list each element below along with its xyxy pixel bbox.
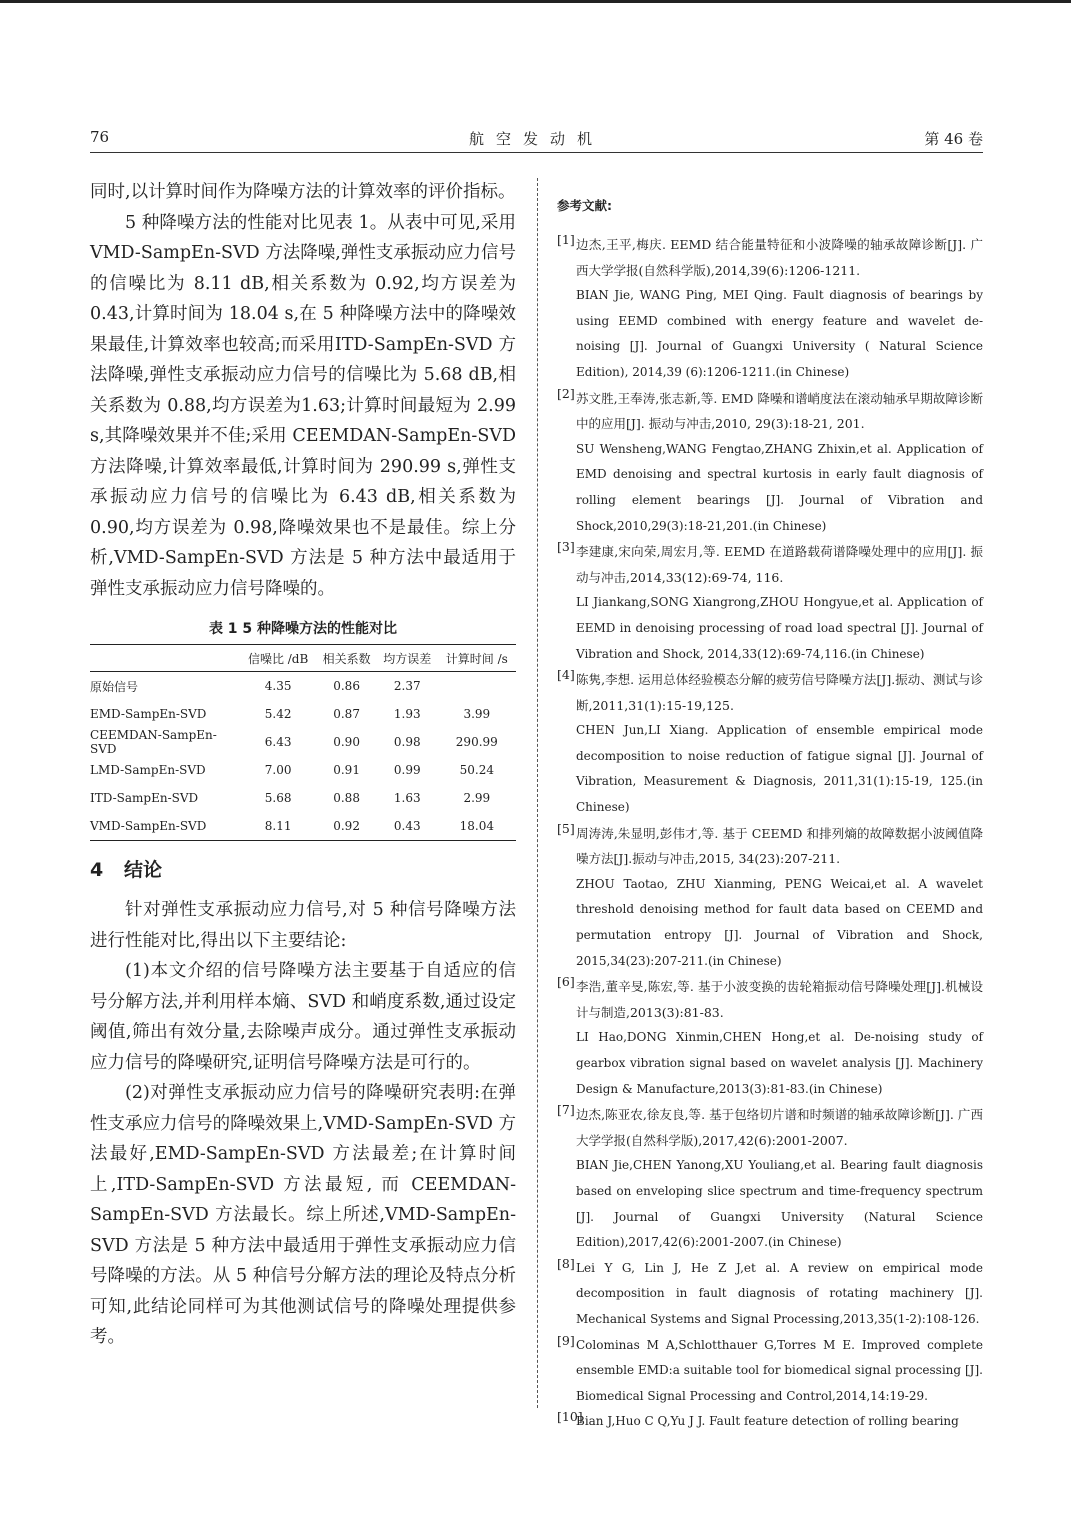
top-border [0,0,1071,3]
reference-number: [10] [557,1409,583,1425]
section-number: 4 [90,859,104,881]
table-header-cell: 均方误差 [377,645,438,672]
reference-number: [4] [557,667,575,683]
reference-chinese: 陈隽,李想. 运用总体经验模态分解的疲劳信号降噪方法[J].振动、测试与诊断,2011,31(1):15-19,125. [576,672,983,713]
left-column [90,177,516,1353]
reference-number: [1] [557,232,575,247]
reference-item [557,1409,983,1435]
reference-item [557,1102,983,1256]
body-paragraph: 5 种降噪方法的性能对比见表 1。从表中可见,采用VMD-SampEn-SVD 方法降噪,弹性支承振动应力信号的信噪比为 8.11 dB,相关系数为 0.92,均方误差为 0.43,计算时间为 18.04 s,在 5 种降噪方法中的降噪效果最佳,计算效率也较高;而采用ITD-SampEn-SVD 方法降噪,弹性支承振动应力信号的信噪比为 5.68 dB,相关系数为 0.88,均方误差为1.63;计算时间最短为 2.99 s,其降噪效果并不佳;采用 CEEMDAN-SampEn-SVD 方法降噪,计算效率最低,计算时间为 290.99 s,弹性支承振动应力信号的信噪比为 6.43 dB,相关系数为 0.90,均方误差为 0.98,降噪效果也不是最佳。综上分析,VMD-SampEn-SVD 方法是 5 种方法中最适用于弹性支承振动应力信号降噪的。 [90,212,516,599]
reference-item [557,232,983,386]
table-cell: CEEMDAN-SampEn-SVD [90,728,217,756]
table-cell: 0.87 [333,707,360,721]
body-paragraph: (1)本文介绍的信号降噪方法主要基于自适应的信号分解方法,并利用样本熵、SVD 和峭度系数,通过设定阈值,筛出有效分量,去除噪声成分。通过弹性支承振动应力信号的降噪研究,证明信号降噪方法是可行的。 [90,961,516,1073]
table-header-cell: 信噪比 /dB [240,645,316,672]
reference-item [557,1333,983,1410]
table-cell: 0.98 [393,735,421,749]
table-cell: 8.11 [240,812,316,841]
reference-number: [5] [557,820,575,836]
reference-number: [2] [557,385,575,401]
reference-chinese: 苏文胜,王奉涛,张志新,等. EMD 降噪和谱峭度法在滚动轴承早期故障诊断中的应用[J]. 振动与冲击,2010, 29(3):18-21, 201. [576,390,983,432]
reference-english: Lei Y G, Lin J, He Z J,et al. A review on empirical mode decomposition in fault diagnosis of rotating machinery [J]. Mechanical Systems and Signal Processing,2013,35(1-2):108-126. [576,1260,983,1326]
body-paragraph: 针对弹性支承振动应力信号,对 5 种信号降噪方法进行性能对比,得出以下主要结论: [90,900,516,951]
page-number: 76 [90,128,110,146]
reference-number: [9] [557,1332,575,1348]
table-cell: 0.86 [333,679,360,693]
reference-number: [3] [557,539,575,555]
table-row [90,728,516,756]
table-cell: 0.43 [377,812,438,841]
table-row [90,812,516,841]
performance-table [90,644,516,841]
body-paragraph: (2)对弹性支承振动应力信号的降噪研究表明:在弹性支承应力信号的降噪效果上,VMD-SampEn-SVD 方法最好,EMD-SampEn-SVD 方法最差;在计算时间上,ITD-SampEn-SVD 方法最短, 而 CEEMDAN-SampEn-SVD 方法最长。综上所述,VMD-SampEn-SVD 方法是 5 种方法中最适用于弹性支承振动应力信号降噪的方法。从 5 种信号分解方法的理论及特点分析可知,此结论同样可为其他测试信号的降噪处理提供参考。 [90,1083,516,1347]
table-cell: ITD-SampEn-SVD [90,791,199,805]
table-cell: EMD-SampEn-SVD [90,707,207,721]
table-cell: 2.37 [393,679,421,693]
table-cell: 5.42 [264,707,292,721]
table-caption: 表 1 5 种降噪方法的性能对比 [208,621,398,637]
table-cell [438,672,516,701]
table-cell: 50.24 [459,763,494,777]
reference-english: Bian J,Huo C Q,Yu J J. Fault feature detection of rolling bearing [576,1414,959,1429]
table-row [90,700,516,728]
table-cell: LMD-SampEn-SVD [90,763,206,777]
page-header [90,128,983,150]
body-paragraph: 同时,以计算时间作为降噪方法的计算效率的评价指标。 [90,182,516,202]
table-header-cell: 相关系数 [316,645,377,672]
section-heading [90,855,516,885]
reference-english: SU Wensheng,WANG Fengtao,ZHANG Zhixin,et al. Application of EMD denoising and spectral kurtosis in early fault diagnosis of rolling element bearings [J]. Journal of Vibration and Shock,2010,29(3):18-21,201.(in Chinese) [576,441,983,533]
reference-number: [7] [557,1102,575,1118]
reference-item [557,386,983,540]
reference-english: CHEN Jun,LI Xiang. Application of ensemble empirical mode decomposition to noise reduction of fatigue signal [J]. Journal of Vibration, Measurement & Diagnosis, 2011,31(1):15-19, 125.(in Chinese) [576,723,983,815]
volume-label: 第 46 卷 [924,130,983,148]
reference-chinese: 边杰,陈亚农,徐友良,等. 基于包络切片谱和时频谱的轴承故障诊断[J]. 广西大学学报(自然科学版),2017,42(6):2001-2007. [576,1107,983,1148]
table-cell: 7.00 [264,763,292,777]
references-title: 参考文献: [557,198,612,213]
table-cell: 1.63 [393,791,421,805]
reference-english: ZHOU Taotao, ZHU Xianming, PENG Weicai,et al. A wavelet threshold denoising method for fault data based on CEEMD and permutation entropy [J]. Journal of Vibration and Shock, 2015,34(23):207-211.(in Chinese) [576,876,983,968]
reference-item [557,1256,983,1333]
reference-english: BIAN Jie, WANG Ping, MEI Qing. Fault diagnosis of bearings by using EEMD combined with energy feature and wavelet de-noising [J]. Journal of Guangxi University ( Natural Science Edition), 2014,39 (6):1206-1211.(in Chinese) [576,288,983,379]
table-cell: 0.90 [333,735,360,749]
table-cell: 290.99 [455,735,498,749]
table-cell: 18.04 [438,812,516,841]
reference-number: [8] [557,1255,575,1271]
table-cell: 6.43 [264,735,292,749]
reference-number: [6] [557,974,575,990]
table-cell: VMD-SampEn-SVD [90,812,240,841]
table-cell: 1.93 [393,707,421,721]
table-cell: 3.99 [463,707,491,721]
table-cell: 0.88 [333,791,360,805]
table-cell: 2.99 [463,791,491,805]
table-row [90,756,516,784]
table-header-row [90,645,516,672]
reference-item [557,667,983,821]
column-separator [537,178,538,1408]
reference-chinese: 周涛涛,朱显明,彭伟才,等. 基于 CEEMD 和排列熵的故障数据小波阈值降噪方法[J].振动与冲击,2015, 34(23):207-211. [576,825,983,867]
table-cell: 原始信号 [90,679,139,694]
reference-chinese: 边杰,王平,梅庆. EEMD 结合能量特征和小波降噪的轴承故障诊断[J]. 广西大学学报(自然科学版),2014,39(6):1206-1211. [576,237,983,278]
reference-item [557,974,983,1102]
table-cell: 5.68 [264,791,292,805]
journal-title: 航空发动机 [468,130,604,148]
header-rule [90,152,983,153]
table-cell: 0.99 [393,763,421,777]
section-title: 结论 [124,859,163,881]
references-column [557,196,983,1435]
reference-english: BIAN Jie,CHEN Yanong,XU Youliang,et al. Bearing fault diagnosis based on enveloping slice spectrum and time-frequency spectrum [J]. Journal of Guangxi University (Natural Science Edition),2017,42(6):2001-2007.(in Chinese) [576,1158,983,1250]
reference-english: LI Hao,DONG Xinmin,CHEN Hong,et al. De-noising study of gearbox vibration signal based on wavelet analysis [J]. Machinery Design & Manufacture,2013(3):81-83.(in Chinese) [576,1030,983,1096]
table-row [90,784,516,812]
reference-item [557,539,983,667]
table-header-cell [90,645,240,672]
reference-chinese: 李建康,宋向荣,周宏月,等. EEMD 在道路载荷谱降噪处理中的应用[J]. 振动与冲击,2014,33(12):69-74, 116. [576,544,983,585]
table-header-cell: 计算时间 /s [438,645,516,672]
reference-chinese: 李浩,董辛旻,陈宏,等. 基于小波变换的齿轮箱振动信号降噪处理[J].机械设计与制造,2013(3):81-83. [576,979,983,1020]
table-cell: 4.35 [264,679,292,693]
reference-english: Colominas M A,Schlotthauer G,Torres M E. Improved complete ensemble EMD:a suitable tool for biomedical signal processing [J]. Biomedical Signal Processing and Control,2014,14:19-29. [576,1337,983,1403]
reference-item [557,821,983,975]
table-row [90,672,516,701]
table-cell: 0.91 [333,763,360,777]
table-cell: 0.92 [316,812,377,841]
reference-english: LI Jiankang,SONG Xiangrong,ZHOU Hongyue,et al. Application of EEMD in denoising processing of road load spectral [J]. Journal of Vibration and Shock, 2014,33(12):69-74,116.(in Chinese) [576,595,983,661]
